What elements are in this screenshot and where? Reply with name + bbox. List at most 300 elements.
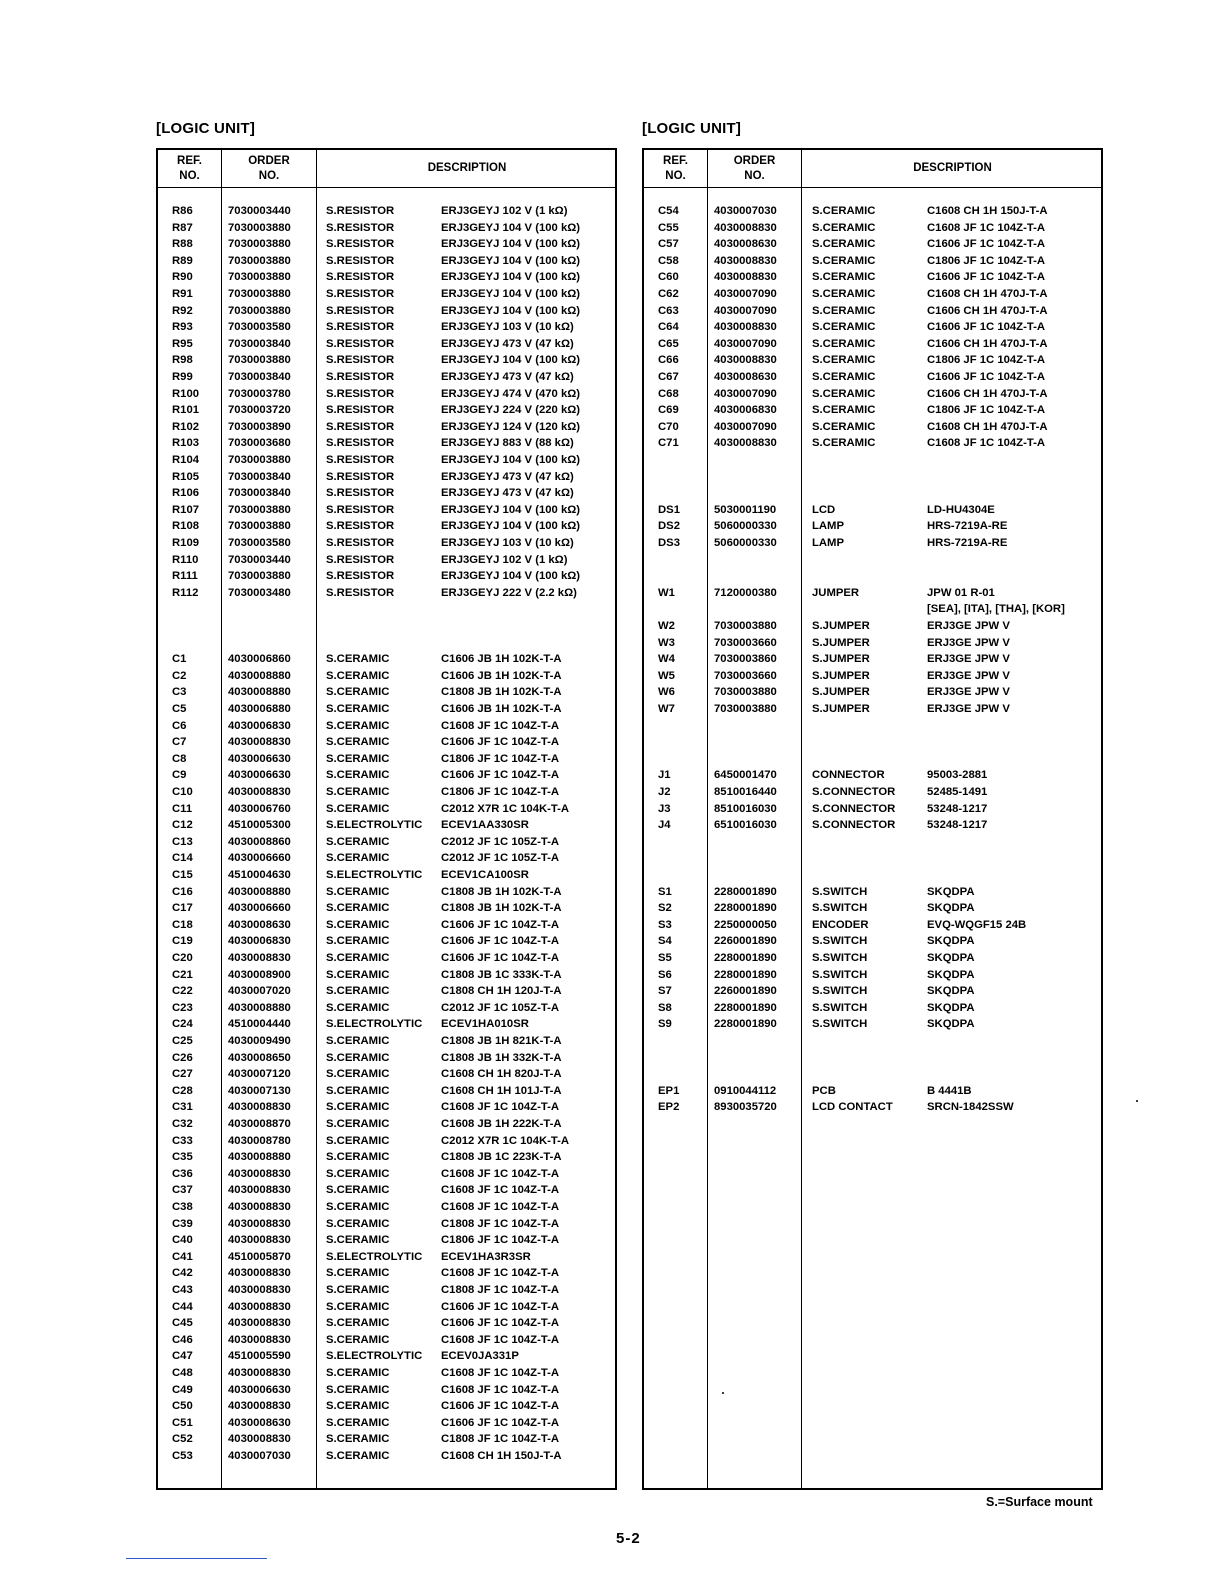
part-type-cell: S.CONNECTOR [812, 802, 896, 815]
part-spec-cell: C1608 JF 1C 104Z-T-A [441, 1267, 560, 1280]
ref-no-cell: R92 [172, 304, 193, 317]
table-row [158, 1216, 615, 1233]
part-type-cell: S.RESISTOR [326, 437, 395, 450]
order-no-cell: 4510004630 [228, 869, 291, 881]
part-spec-cell: ERJ3GEYJ 473 V (47 kΩ) [441, 337, 574, 350]
part-type-cell: S.RESISTOR [326, 304, 395, 317]
table-row [158, 1249, 615, 1266]
part-spec-cell: C1608 CH 1H 150J-T-A [927, 205, 1048, 217]
part-spec-cell: ECEV1HA010SR [441, 1018, 529, 1031]
part-spec-cell: C1606 CH 1H 470J-T-A [927, 387, 1048, 400]
table-row [158, 1116, 615, 1133]
table-row [158, 1066, 615, 1083]
table-row [158, 203, 615, 220]
ref-no-cell: R101 [172, 404, 200, 417]
part-spec-cell: C1608 JF 1C 104Z-T-A [441, 1367, 560, 1379]
part-type-cell: S.CERAMIC [812, 437, 876, 450]
table-row [158, 734, 615, 751]
part-type-cell: S.CERAMIC [326, 736, 390, 749]
part-type-cell: S.RESISTOR [326, 586, 395, 599]
ref-no-cell: DS2 [658, 520, 680, 533]
ref-no-cell: S4 [658, 935, 672, 948]
ref-no-cell: C45 [172, 1317, 193, 1330]
part-spec-cell: ERJ3GE JPW V [927, 703, 1010, 715]
ref-no-cell: R102 [172, 420, 200, 433]
part-type-cell: S.RESISTOR [326, 520, 395, 533]
table-row [158, 1199, 615, 1216]
part-spec-cell: 53248-1217 [927, 802, 988, 815]
part-type-cell: CONNECTOR [812, 769, 885, 782]
part-spec-cell: C1606 JF 1C 104Z-T-A [441, 1317, 560, 1330]
table-row [158, 518, 615, 535]
part-type-cell: S.CERAMIC [326, 719, 390, 732]
part-spec-cell: ERJ3GEYJ 883 V (88 kΩ) [441, 437, 574, 450]
part-spec-cell: SKQDPA [927, 935, 975, 948]
order-no-cell: 2280001890 [714, 952, 777, 964]
order-no-cell: 4030008630 [228, 918, 291, 931]
part-spec-cell: C1606 JF 1C 104Z-T-A [441, 952, 560, 964]
part-spec-cell: ERJ3GEYJ 104 V (100 kΩ) [441, 454, 581, 466]
part-type-cell: S.JUMPER [812, 703, 870, 715]
part-type-cell: S.RESISTOR [326, 221, 395, 234]
table-row [158, 1315, 615, 1332]
table-row [158, 1365, 615, 1382]
order-no-cell: 7030003660 [714, 636, 777, 649]
part-type-cell: S.JUMPER [812, 686, 870, 699]
table-row [158, 286, 615, 303]
part-spec-cell: C1806 JF 1C 104Z-T-A [441, 752, 560, 765]
order-no-cell: 7030003880 [228, 570, 291, 583]
order-no-cell: 4030006860 [228, 653, 291, 666]
order-no-cell: 4030008830 [228, 1433, 291, 1446]
ref-no-cell: C10 [172, 786, 193, 798]
part-spec-cell: C1608 JF 1C 104Z-T-A [441, 1383, 560, 1396]
part-type-cell: S.CERAMIC [326, 1217, 390, 1230]
ref-no-cell: C69 [658, 404, 679, 417]
ref-no-cell: R93 [172, 321, 193, 334]
part-spec-cell: C1608 JF 1C 104Z-T-A [441, 1167, 560, 1180]
order-no-cell: 4030007030 [714, 205, 777, 217]
order-no-cell: 4030006830 [228, 719, 291, 732]
table-row [644, 651, 1101, 668]
order-no-cell: 4030008880 [228, 669, 291, 682]
table-row [644, 983, 1101, 1000]
table-row [158, 269, 615, 286]
part-type-cell: LAMP [812, 520, 845, 533]
ref-no-cell: R104 [172, 454, 200, 466]
table-row [158, 1099, 615, 1116]
ref-no-cell: C31 [172, 1101, 193, 1114]
part-spec-cell: ERJ3GEYJ 104 V (100 kΩ) [441, 304, 581, 317]
ref-no-cell: R100 [172, 387, 200, 400]
part-spec-cell: ERJ3GEYJ 104 V (100 kΩ) [441, 520, 581, 533]
ref-no-cell: R110 [172, 553, 199, 566]
part-type-cell: S.CERAMIC [326, 1118, 390, 1130]
ref-no-cell: R88 [172, 238, 193, 251]
order-no-cell: 4030006630 [228, 752, 291, 765]
part-type-cell: S.CERAMIC [812, 205, 876, 217]
part-type-cell: S.CONNECTOR [812, 819, 896, 832]
order-no-cell: 4030008650 [228, 1051, 291, 1064]
ref-no-cell: C16 [172, 885, 193, 898]
ref-no-cell: C19 [172, 935, 193, 948]
table-row [158, 1382, 615, 1399]
part-spec-cell: SKQDPA [927, 1018, 975, 1031]
order-no-cell: 4030006760 [228, 802, 291, 815]
table-row [158, 1050, 615, 1067]
part-spec-cell: ERJ3GEYJ 104 V (100 kΩ) [441, 221, 581, 234]
table-row [644, 303, 1101, 320]
order-no-cell: 4030008830 [228, 1101, 291, 1114]
header-description: DESCRIPTION [427, 162, 507, 174]
table-row [158, 352, 615, 369]
part-type-cell: S.RESISTOR [326, 404, 395, 417]
ref-no-cell: W5 [658, 669, 675, 682]
ref-no-cell: S9 [658, 1018, 672, 1031]
ref-no-cell: C26 [172, 1051, 193, 1064]
table-row [158, 834, 615, 851]
ref-no-cell: C7 [172, 736, 187, 749]
order-no-cell: 4030008880 [228, 885, 291, 898]
part-spec-cell: ECEV1AA330SR [441, 819, 529, 832]
header-description: DESCRIPTION [913, 162, 992, 174]
part-type-cell: S.CERAMIC [326, 1284, 390, 1296]
table-row [158, 635, 615, 652]
table-row [644, 585, 1101, 602]
order-no-cell: 4030008830 [714, 437, 777, 450]
part-spec-cell: ERJ3GE JPW V [927, 669, 1010, 682]
order-no-cell: 4030008830 [228, 1300, 291, 1313]
ref-no-cell: R98 [172, 354, 193, 367]
part-spec-cell: ERJ3GE JPW V [927, 653, 1010, 666]
part-type-cell: S.CONNECTOR [812, 786, 896, 798]
ref-no-cell: C57 [658, 238, 679, 251]
part-type-cell: S.CERAMIC [326, 1001, 390, 1014]
ref-no-cell: C47 [172, 1350, 193, 1363]
part-type-cell: S.ELECTROLYTIC [326, 1018, 423, 1031]
part-type-cell: S.CERAMIC [326, 1300, 390, 1313]
ref-no-cell: C62 [658, 288, 679, 300]
part-type-cell: S.CERAMIC [326, 669, 390, 682]
table-row [158, 1282, 615, 1299]
ref-no-cell: C1 [172, 653, 187, 666]
part-spec-cell: SKQDPA [927, 968, 975, 981]
table-row [158, 535, 615, 552]
ref-no-cell: W7 [658, 703, 675, 715]
order-no-cell: 8510016030 [714, 802, 777, 815]
ref-no-cell: C52 [172, 1433, 193, 1446]
part-type-cell: S.SWITCH [812, 985, 868, 998]
part-spec-cell: C1608 CH 1H 150J-T-A [441, 1450, 562, 1462]
table-row [644, 236, 1101, 253]
order-no-cell: 4030008830 [228, 1267, 291, 1280]
order-no-cell: 4030007090 [714, 420, 777, 433]
part-spec-cell: C1808 JF 1C 104Z-T-A [441, 1284, 560, 1296]
part-spec-cell: C1608 CH 1H 470J-T-A [927, 420, 1048, 433]
order-no-cell: 4030006630 [228, 769, 291, 782]
part-type-cell: S.CERAMIC [326, 1234, 390, 1247]
part-type-cell: S.ELECTROLYTIC [326, 819, 423, 832]
table-row [644, 535, 1101, 552]
part-type-cell: S.CERAMIC [326, 985, 390, 998]
table-row [644, 1083, 1101, 1100]
order-no-cell: 4030008830 [228, 1367, 291, 1379]
table-row [158, 983, 615, 1000]
ref-no-cell: EP2 [658, 1101, 680, 1114]
table-row [158, 1166, 615, 1183]
ref-no-cell: R95 [172, 337, 193, 350]
order-no-cell: 7030003880 [228, 454, 291, 466]
part-spec-cell: ERJ3GEYJ 104 V (100 kΩ) [441, 570, 581, 583]
ref-no-cell: R107 [172, 503, 200, 516]
table-row [158, 1133, 615, 1150]
part-type-cell: S.SWITCH [812, 885, 868, 898]
ref-no-cell: C2 [172, 669, 187, 682]
scan-speck [722, 1392, 724, 1394]
order-no-cell: 4030008830 [714, 254, 777, 267]
table-row [158, 668, 615, 685]
part-spec-cell: C1608 JF 1C 104Z-T-A [441, 1333, 560, 1346]
part-type-cell: S.CERAMIC [326, 1134, 390, 1147]
part-type-cell: S.RESISTOR [326, 537, 395, 549]
order-no-cell: 2280001890 [714, 902, 777, 915]
ref-no-cell: C39 [172, 1217, 193, 1230]
table-row [644, 718, 1101, 735]
part-spec-cell: SKQDPA [927, 985, 975, 998]
part-spec-cell: ECEV1HA3R3SR [441, 1250, 531, 1263]
part-type-cell: S.JUMPER [812, 669, 870, 682]
order-no-cell: 2280001890 [714, 1001, 777, 1014]
part-spec-cell: C1608 CH 1H 820J-T-A [441, 1068, 562, 1081]
ref-no-cell: R111 [172, 570, 198, 583]
table-row [644, 502, 1101, 519]
order-no-cell: 5060000330 [714, 537, 777, 549]
part-type-cell: S.RESISTOR [326, 205, 395, 217]
part-type-cell: S.CERAMIC [326, 752, 390, 765]
ref-no-cell: C9 [172, 769, 187, 782]
ref-no-cell: C18 [172, 918, 193, 931]
table-row [644, 552, 1101, 569]
part-spec-cell: C1606 CH 1H 470J-T-A [927, 304, 1048, 317]
ref-no-cell: R108 [172, 520, 200, 533]
part-spec-cell: C1608 JF 1C 104Z-T-A [441, 1184, 560, 1197]
order-no-cell: 4030008830 [228, 1317, 291, 1330]
table-row [644, 1050, 1101, 1067]
part-spec-cell: ERJ3GEYJ 473 V (47 kΩ) [441, 470, 574, 483]
ref-no-cell: DS1 [658, 503, 680, 516]
part-type-cell: S.RESISTOR [326, 420, 395, 433]
table-row [644, 850, 1101, 867]
table-row [644, 917, 1101, 934]
ref-no-cell: R103 [172, 437, 200, 450]
ref-no-cell: C8 [172, 752, 187, 765]
table-row [644, 950, 1101, 967]
order-no-cell: 2280001890 [714, 1018, 777, 1031]
order-no-cell: 7030003890 [228, 420, 291, 433]
ref-no-cell: S2 [658, 902, 672, 915]
part-spec-cell: ERJ3GEYJ 473 V (47 kΩ) [441, 371, 574, 383]
table-row [644, 203, 1101, 220]
table-row [158, 1348, 615, 1365]
ref-no-cell: J1 [658, 769, 671, 782]
table-row [158, 469, 615, 486]
ref-no-cell: W4 [658, 653, 675, 666]
order-no-cell: 5030001190 [714, 503, 777, 516]
table-row [644, 635, 1101, 652]
table-row [158, 419, 615, 436]
table-row [158, 1431, 615, 1448]
part-spec-cell: SKQDPA [927, 902, 975, 915]
part-spec-cell: ERJ3GEYJ 224 V (220 kΩ) [441, 404, 581, 417]
table-row [644, 701, 1101, 718]
order-no-cell: 7030003480 [228, 586, 291, 599]
ref-no-cell: C21 [172, 968, 193, 981]
part-type-cell: S.SWITCH [812, 968, 868, 981]
table-row [644, 319, 1101, 336]
part-type-cell: S.CERAMIC [812, 404, 876, 417]
part-spec-cell: ERJ3GEYJ 104 V (100 kΩ) [441, 288, 581, 300]
order-no-cell: 4030008830 [228, 952, 291, 964]
table-row [158, 651, 615, 668]
part-spec-cell: ERJ3GEYJ 104 V (100 kΩ) [441, 254, 581, 267]
part-spec-cell: C1808 JB 1H 102K-T-A [441, 885, 562, 898]
part-type-cell: S.RESISTOR [326, 387, 395, 400]
table-row [644, 386, 1101, 403]
order-no-cell: 4030008830 [228, 1217, 291, 1230]
part-type-cell: S.RESISTOR [326, 354, 395, 367]
ref-no-cell: C40 [172, 1234, 193, 1247]
part-type-cell: S.CERAMIC [326, 1333, 390, 1346]
part-spec-cell: ERJ3GE JPW V [927, 636, 1010, 649]
table-row [644, 867, 1101, 884]
table-row [158, 701, 615, 718]
ref-no-cell: C63 [658, 304, 679, 317]
order-no-cell: 8930035720 [714, 1101, 777, 1114]
table-row [644, 933, 1101, 950]
part-type-cell: S.CERAMIC [326, 918, 390, 931]
table-row [644, 884, 1101, 901]
part-spec-cell: C1808 JB 1H 332K-T-A [441, 1051, 562, 1064]
table-row [158, 585, 615, 602]
table-row [158, 1033, 615, 1050]
part-spec-cell: C1806 JF 1C 104Z-T-A [927, 254, 1046, 267]
part-type-cell: S.CERAMIC [812, 271, 876, 284]
order-no-cell: 7030003580 [228, 537, 291, 549]
order-no-cell: 4030008880 [228, 1001, 291, 1014]
part-spec-cell: C1606 JF 1C 104Z-T-A [441, 935, 560, 948]
table-row [158, 236, 615, 253]
order-no-cell: 7030003860 [714, 653, 777, 666]
table-row [158, 850, 615, 867]
part-spec-cell: C1808 JB 1H 821K-T-A [441, 1035, 562, 1047]
ref-no-cell: C66 [658, 354, 679, 367]
header-ref-no: REF. NO. [663, 154, 688, 182]
order-no-cell: 4030008830 [228, 1333, 291, 1346]
ref-no-cell: C68 [658, 387, 679, 400]
part-type-cell: S.JUMPER [812, 636, 870, 649]
ref-no-cell: C27 [172, 1068, 193, 1081]
part-spec-cell: ERJ3GEYJ 124 V (120 kΩ) [441, 420, 581, 433]
part-spec-cell: ERJ3GEYJ 104 V (100 kΩ) [441, 503, 581, 516]
part-type-cell: S.RESISTOR [326, 553, 395, 566]
part-type-cell: S.CERAMIC [812, 254, 876, 267]
part-spec-cell: C1808 JB 1H 102K-T-A [441, 902, 562, 915]
part-spec-cell: C1608 JF 1C 104Z-T-A [927, 437, 1046, 450]
scan-speck [1136, 1100, 1138, 1102]
order-no-cell: 4030008830 [228, 1167, 291, 1180]
order-no-cell: 7030003880 [228, 520, 291, 533]
part-type-cell: S.CERAMIC [326, 1383, 390, 1396]
table-row [644, 220, 1101, 237]
ref-no-cell: C35 [172, 1151, 193, 1164]
ref-no-cell: R91 [172, 288, 193, 300]
part-spec-cell: ERJ3GE JPW V [927, 686, 1010, 699]
table-row [158, 751, 615, 768]
part-type-cell: S.CERAMIC [326, 703, 390, 715]
ref-no-cell: DS3 [658, 537, 680, 549]
order-no-cell: 4030006880 [228, 703, 291, 715]
table-row [158, 220, 615, 237]
part-type-cell: S.CERAMIC [326, 835, 390, 848]
table-row [644, 684, 1101, 701]
part-type-cell: S.CERAMIC [812, 337, 876, 350]
part-spec-cell: ERJ3GEYJ 104 V (100 kΩ) [441, 238, 581, 251]
order-no-cell: 7030003880 [714, 686, 777, 699]
table-row [644, 568, 1101, 585]
table-row [158, 452, 615, 469]
part-type-cell: S.CERAMIC [326, 952, 390, 964]
table-row [158, 767, 615, 784]
ref-no-cell: C23 [172, 1001, 193, 1014]
table-row [158, 1232, 615, 1249]
order-no-cell: 4510005300 [228, 819, 291, 832]
table-row [644, 601, 1101, 618]
order-no-cell: 4030008830 [228, 1400, 291, 1413]
order-no-cell: 4030008870 [228, 1118, 291, 1130]
part-type-cell: S.SWITCH [812, 952, 868, 964]
order-no-cell: 4030006630 [228, 1383, 291, 1396]
table-row [158, 684, 615, 701]
part-type-cell: S.CERAMIC [326, 1433, 390, 1446]
ref-no-cell: W6 [658, 686, 675, 699]
part-type-cell: S.RESISTOR [326, 487, 395, 500]
ref-no-cell: C43 [172, 1284, 193, 1296]
ref-no-cell: C53 [172, 1450, 193, 1462]
part-spec-cell: C1608 JF 1C 104Z-T-A [441, 1201, 560, 1213]
order-no-cell: 4030008880 [228, 686, 291, 699]
table-row [644, 469, 1101, 486]
part-type-cell: S.SWITCH [812, 935, 868, 948]
ref-no-cell: J4 [658, 819, 671, 832]
part-type-cell: S.CERAMIC [326, 1367, 390, 1379]
ref-no-cell: C67 [658, 371, 679, 383]
ref-no-cell: R99 [172, 371, 193, 383]
part-type-cell: S.RESISTOR [326, 238, 395, 251]
order-no-cell: 2280001890 [714, 968, 777, 981]
ref-no-cell: C60 [658, 271, 679, 284]
part-type-cell: S.CERAMIC [326, 1317, 390, 1330]
ref-no-cell: C64 [658, 321, 679, 334]
part-type-cell: S.ELECTROLYTIC [326, 1350, 423, 1363]
ref-no-cell: C49 [172, 1383, 193, 1396]
part-type-cell: S.CERAMIC [326, 1184, 390, 1197]
part-spec-cell: C1606 JF 1C 104Z-T-A [441, 769, 560, 782]
ref-no-cell: C50 [172, 1400, 193, 1413]
part-type-cell: S.RESISTOR [326, 337, 395, 350]
header-order-no: ORDER NO. [733, 154, 776, 182]
ref-no-cell: J3 [658, 802, 671, 815]
ref-no-cell: C42 [172, 1267, 193, 1280]
